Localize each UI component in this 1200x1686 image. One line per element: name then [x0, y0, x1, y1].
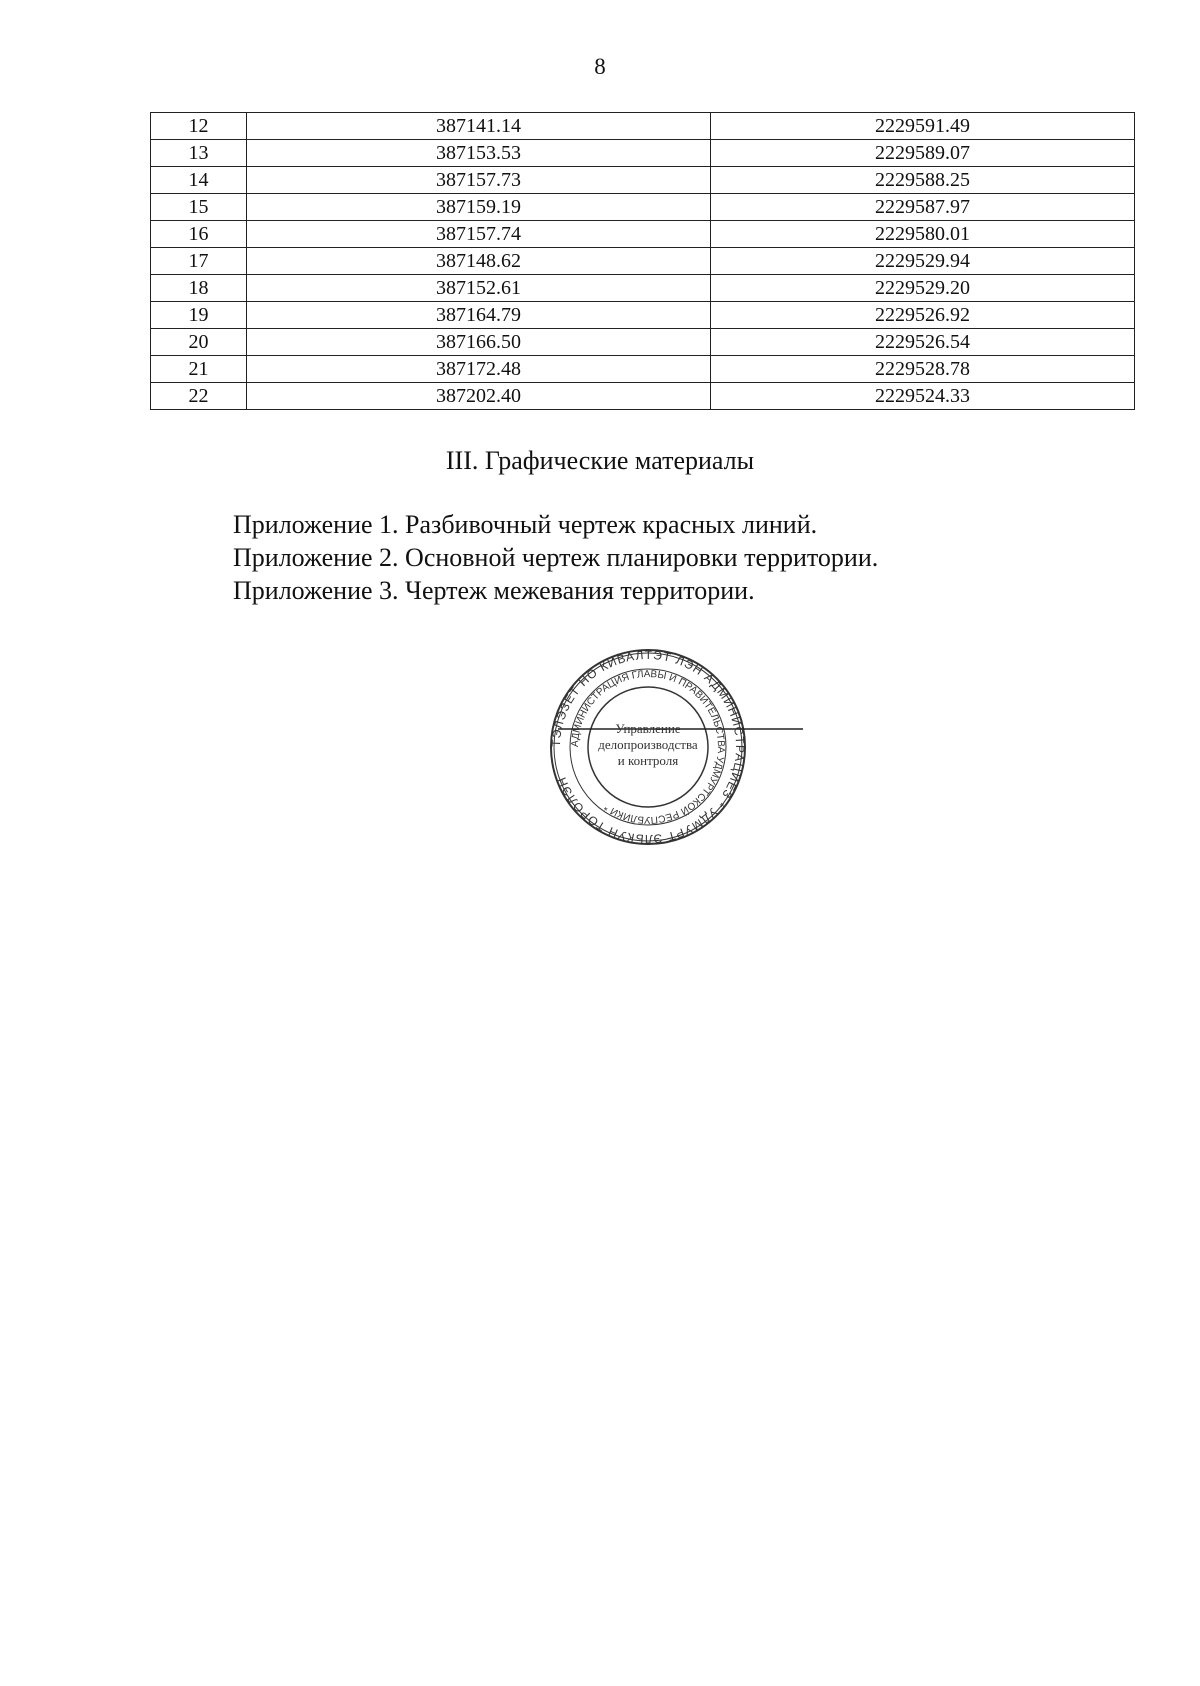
point-number-cell: 15 [151, 194, 247, 221]
y-coordinate-cell: 2229591.49 [711, 113, 1135, 140]
point-number-cell: 13 [151, 140, 247, 167]
point-number-cell: 17 [151, 248, 247, 275]
x-coordinate-cell: 387164.79 [247, 302, 711, 329]
table-row [151, 356, 1135, 383]
x-coordinate-cell: 387148.62 [247, 248, 711, 275]
y-coordinate-cell: 2229580.01 [711, 221, 1135, 248]
point-number-cell: 14 [151, 167, 247, 194]
seal-center-line-2: делопроизводства [598, 737, 698, 752]
point-number-cell: 12 [151, 113, 247, 140]
x-coordinate-cell: 387172.48 [247, 356, 711, 383]
x-coordinate-cell: 387166.50 [247, 329, 711, 356]
x-coordinate-cell: 387152.61 [247, 275, 711, 302]
y-coordinate-cell: 2229587.97 [711, 194, 1135, 221]
y-coordinate-cell: 2229529.94 [711, 248, 1135, 275]
y-coordinate-cell: 2229526.92 [711, 302, 1135, 329]
table-row [151, 248, 1135, 275]
x-coordinate-cell: 387153.53 [247, 140, 711, 167]
y-coordinate-cell: 2229524.33 [711, 383, 1135, 410]
official-seal [548, 647, 828, 867]
page-number: 8 [594, 54, 606, 79]
coordinates-table [150, 112, 1135, 410]
x-coordinate-cell: 387202.40 [247, 383, 711, 410]
appendix-item-2: Приложение 2. Основной чертеж планировки территории. [233, 543, 879, 572]
table-row [151, 329, 1135, 356]
point-number-cell: 22 [151, 383, 247, 410]
point-number-cell: 20 [151, 329, 247, 356]
seal-center-line-3: и контроля [617, 753, 679, 768]
x-coordinate-cell: 387159.19 [247, 194, 711, 221]
table-row [151, 302, 1135, 329]
y-coordinate-cell: 2229589.07 [711, 140, 1135, 167]
y-coordinate-cell: 2229588.25 [711, 167, 1135, 194]
table-row [151, 221, 1135, 248]
point-number-cell: 18 [151, 275, 247, 302]
x-coordinate-cell: 387141.14 [247, 113, 711, 140]
point-number-cell: 19 [151, 302, 247, 329]
table-row [151, 194, 1135, 221]
appendix-list [233, 508, 878, 607]
table-row [151, 167, 1135, 194]
x-coordinate-cell: 387157.73 [247, 167, 711, 194]
seal-outer-text: ТЭЛЭЗЕТ НО КИВАЛТЭТ ЛЭН АДМИНИСТРАЦИЕЗ * УДМУРТ ЭЛЬКУН ТОРОЛЭН [548, 647, 748, 847]
y-coordinate-cell: 2229526.54 [711, 329, 1135, 356]
appendix-item-3: Приложение 3. Чертеж межевания территории. [233, 576, 755, 605]
y-coordinate-cell: 2229529.20 [711, 275, 1135, 302]
seal-inner-text: АДМИНИСТРАЦИЯ ГЛАВЫ И ПРАВИТЕЛЬСТВА УДМУРТСКОЙ РЕСПУБЛИКИ * [569, 668, 727, 826]
table-row [151, 140, 1135, 167]
point-number-cell: 16 [151, 221, 247, 248]
appendix-item-1: Приложение 1. Разбивочный чертеж красных линий. [233, 510, 818, 539]
table-row [151, 383, 1135, 410]
table-row [151, 275, 1135, 302]
section-title: III. Графические материалы [445, 446, 755, 475]
seal-center-line-1: Управление [615, 721, 681, 736]
coordinates-table-body [151, 113, 1135, 410]
y-coordinate-cell: 2229528.78 [711, 356, 1135, 383]
point-number-cell: 21 [151, 356, 247, 383]
x-coordinate-cell: 387157.74 [247, 221, 711, 248]
table-row [151, 113, 1135, 140]
